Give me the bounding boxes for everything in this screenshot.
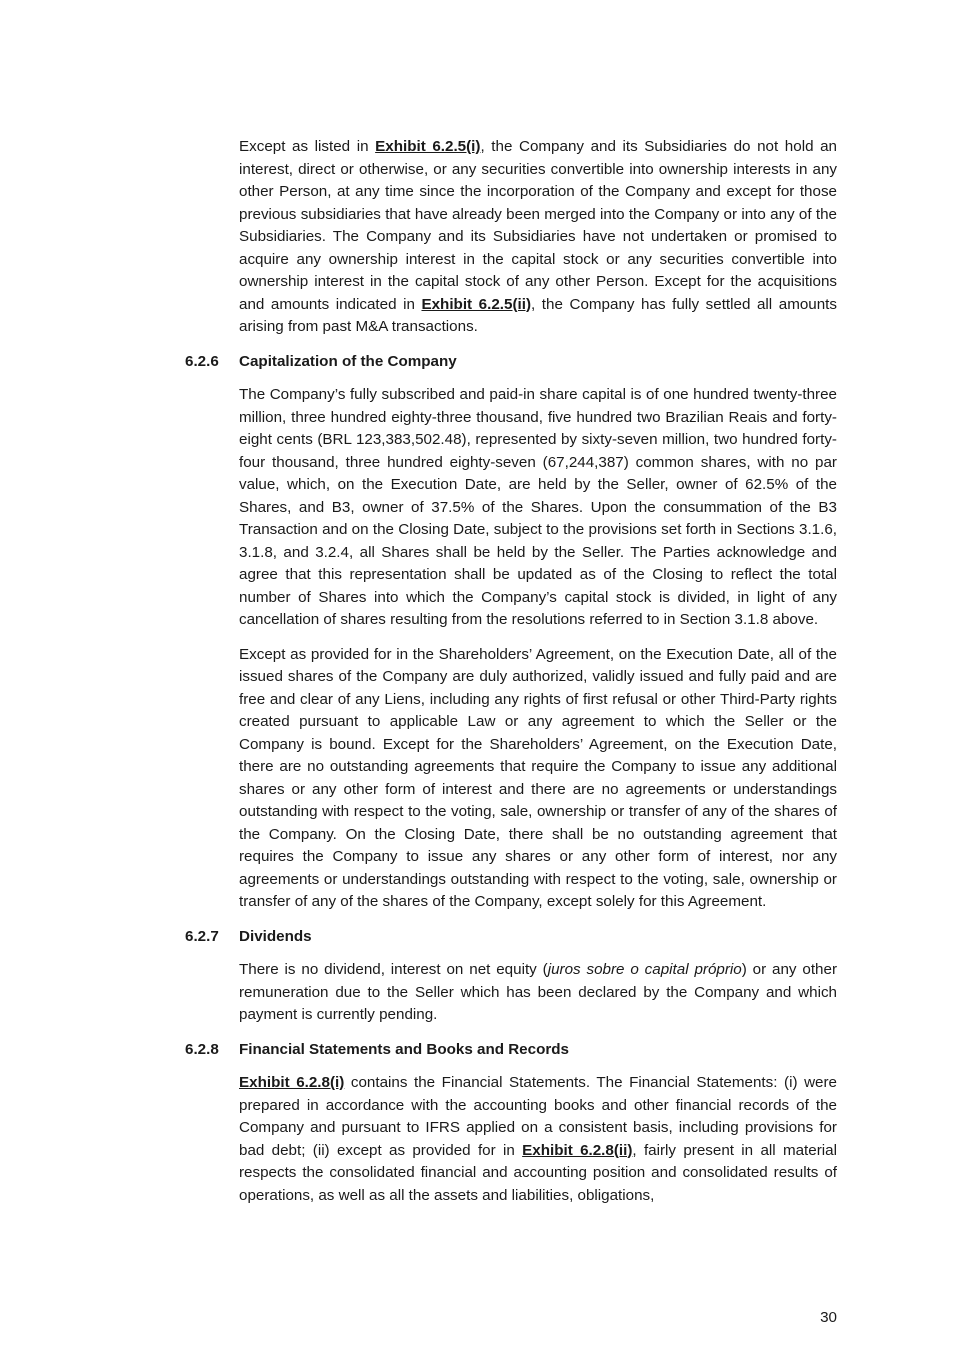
- section-title: Dividends: [239, 927, 312, 945]
- text-run: Except as listed in: [239, 138, 376, 155]
- section-number: 6.2.8: [185, 1040, 219, 1058]
- paragraph-issued-shares: Except as provided for in the Shareholders’ Agreement, on the Execution Date, all of the issued shares of the Company are duly authorized, validly issued and fully paid and are free and clear of any Liens, including any rights of first refusal or other Third-Party rights created pursuant to applicable Law or any agreement to which the Seller or the Company is bound. Except for the Shareholders’ Agreement, on the Execution Date, there are no outstanding agreements that require the Company to issue any additional shares or any other form of interest and there are no agreements or understandings outstanding with respect to the voting, sale, ownership or transfer of any of the shares of the Company. On the Closing Date, there shall be no outstanding agreement that requires the Company to issue any shares or any other form of interest, nor any agreements or understandings outstanding with respect to the voting, sale, ownership or transfer of any of the shares of the Company, except solely for this Agreement.: [239, 645, 837, 910]
- paragraph-subsidiaries: [239, 136, 837, 339]
- page-content: [185, 136, 837, 1219]
- section-number: 6.2.7: [185, 927, 219, 945]
- text-run: , fairly present in all material respects the consolidated financial and accounting position and consolidated results of operations, as well as all the assets and liabilities, obligations,: [239, 1141, 837, 1204]
- exhibit-6-2-8-i-reference: Exhibit 6.2.8(i): [239, 1074, 345, 1091]
- text-run: , the Company has fully settled all amounts arising from past M&A transactions.: [239, 295, 837, 335]
- text-run: ) or any other remuneration due to the Seller which has been declared by the Company and which payment is currently pending.: [239, 961, 837, 1023]
- section-heading-6-2-8: [185, 1039, 837, 1062]
- section-heading-6-2-6: [185, 351, 837, 374]
- section-heading-6-2-7: [185, 926, 837, 949]
- exhibit-6-2-8-ii-reference: Exhibit 6.2.8(ii): [522, 1141, 633, 1159]
- paragraph-dividends: [239, 959, 837, 1027]
- section-title: Capitalization of the Company: [239, 352, 457, 370]
- exhibit-6-2-5-ii-reference: Exhibit 6.2.5(ii): [421, 295, 532, 313]
- section-title: Financial Statements and Books and Records: [239, 1040, 569, 1058]
- page-number: 30: [820, 1309, 837, 1326]
- text-run: , the Company and its Subsidiaries do not hold an interest, direct or otherwise, or any securities convertible into ownership interests in any other Person, at any time since the incorporation of the Company and except for those previous subsidiaries that have already been merged into the Company or into any of the Subsidiaries. The Company and its Subsidiaries have not undertaken or promised to acquire any ownership interest in the capital stock or any securities convertible into ownership interest in the capital stock of any other Person. Except for the acquisitions and amounts indicated in: [239, 138, 838, 313]
- paragraph-share-capital: The Company’s fully subscribed and paid-in share capital is of one hundred twenty-three million, three hundred eighty-three thousand, five hundred two Brazilian Reais and forty-eight cents (BRL 123,383,502.48), represented by sixty-seven million, two hundred forty-four thousand, three hundred eighty-seven (67,244,387) common shares, with no par value, which, on the Execution Date, are held by the Seller, owner of 62.5% of the Shares, and B3, owner of 37.5% of the Shares. Upon the consummation of the B3 Transaction and on the Closing Date, subject to the provisions set forth in Sections 3.1.6, 3.1.8, and 3.2.4, all Shares shall be held by the Seller. The Parties acknowledge and agree that this representation shall be updated as of the Closing to reflect the total number of Shares into which the Company’s capital stock is divided, in light of any cancellation of shares resulting from the resolutions referred to in Section 3.1.8 above.: [239, 386, 837, 628]
- section-number: 6.2.6: [185, 352, 219, 370]
- exhibit-6-2-5-i-reference: Exhibit 6.2.5(i): [375, 138, 481, 155]
- italic-term: juros sobre o capital próprio: [547, 961, 742, 978]
- text-run: There is no dividend, interest on net equity (: [239, 961, 548, 978]
- paragraph-financial-statements: [239, 1072, 837, 1207]
- text-run: contains the Financial Statements. The Financial Statements: (i) were prepared in accordance with the accounting books and other financial records of the Company and pursuant to IFRS applied on a consistent basis, including provisions for bad debt; (ii) except as provided for in: [239, 1074, 837, 1159]
